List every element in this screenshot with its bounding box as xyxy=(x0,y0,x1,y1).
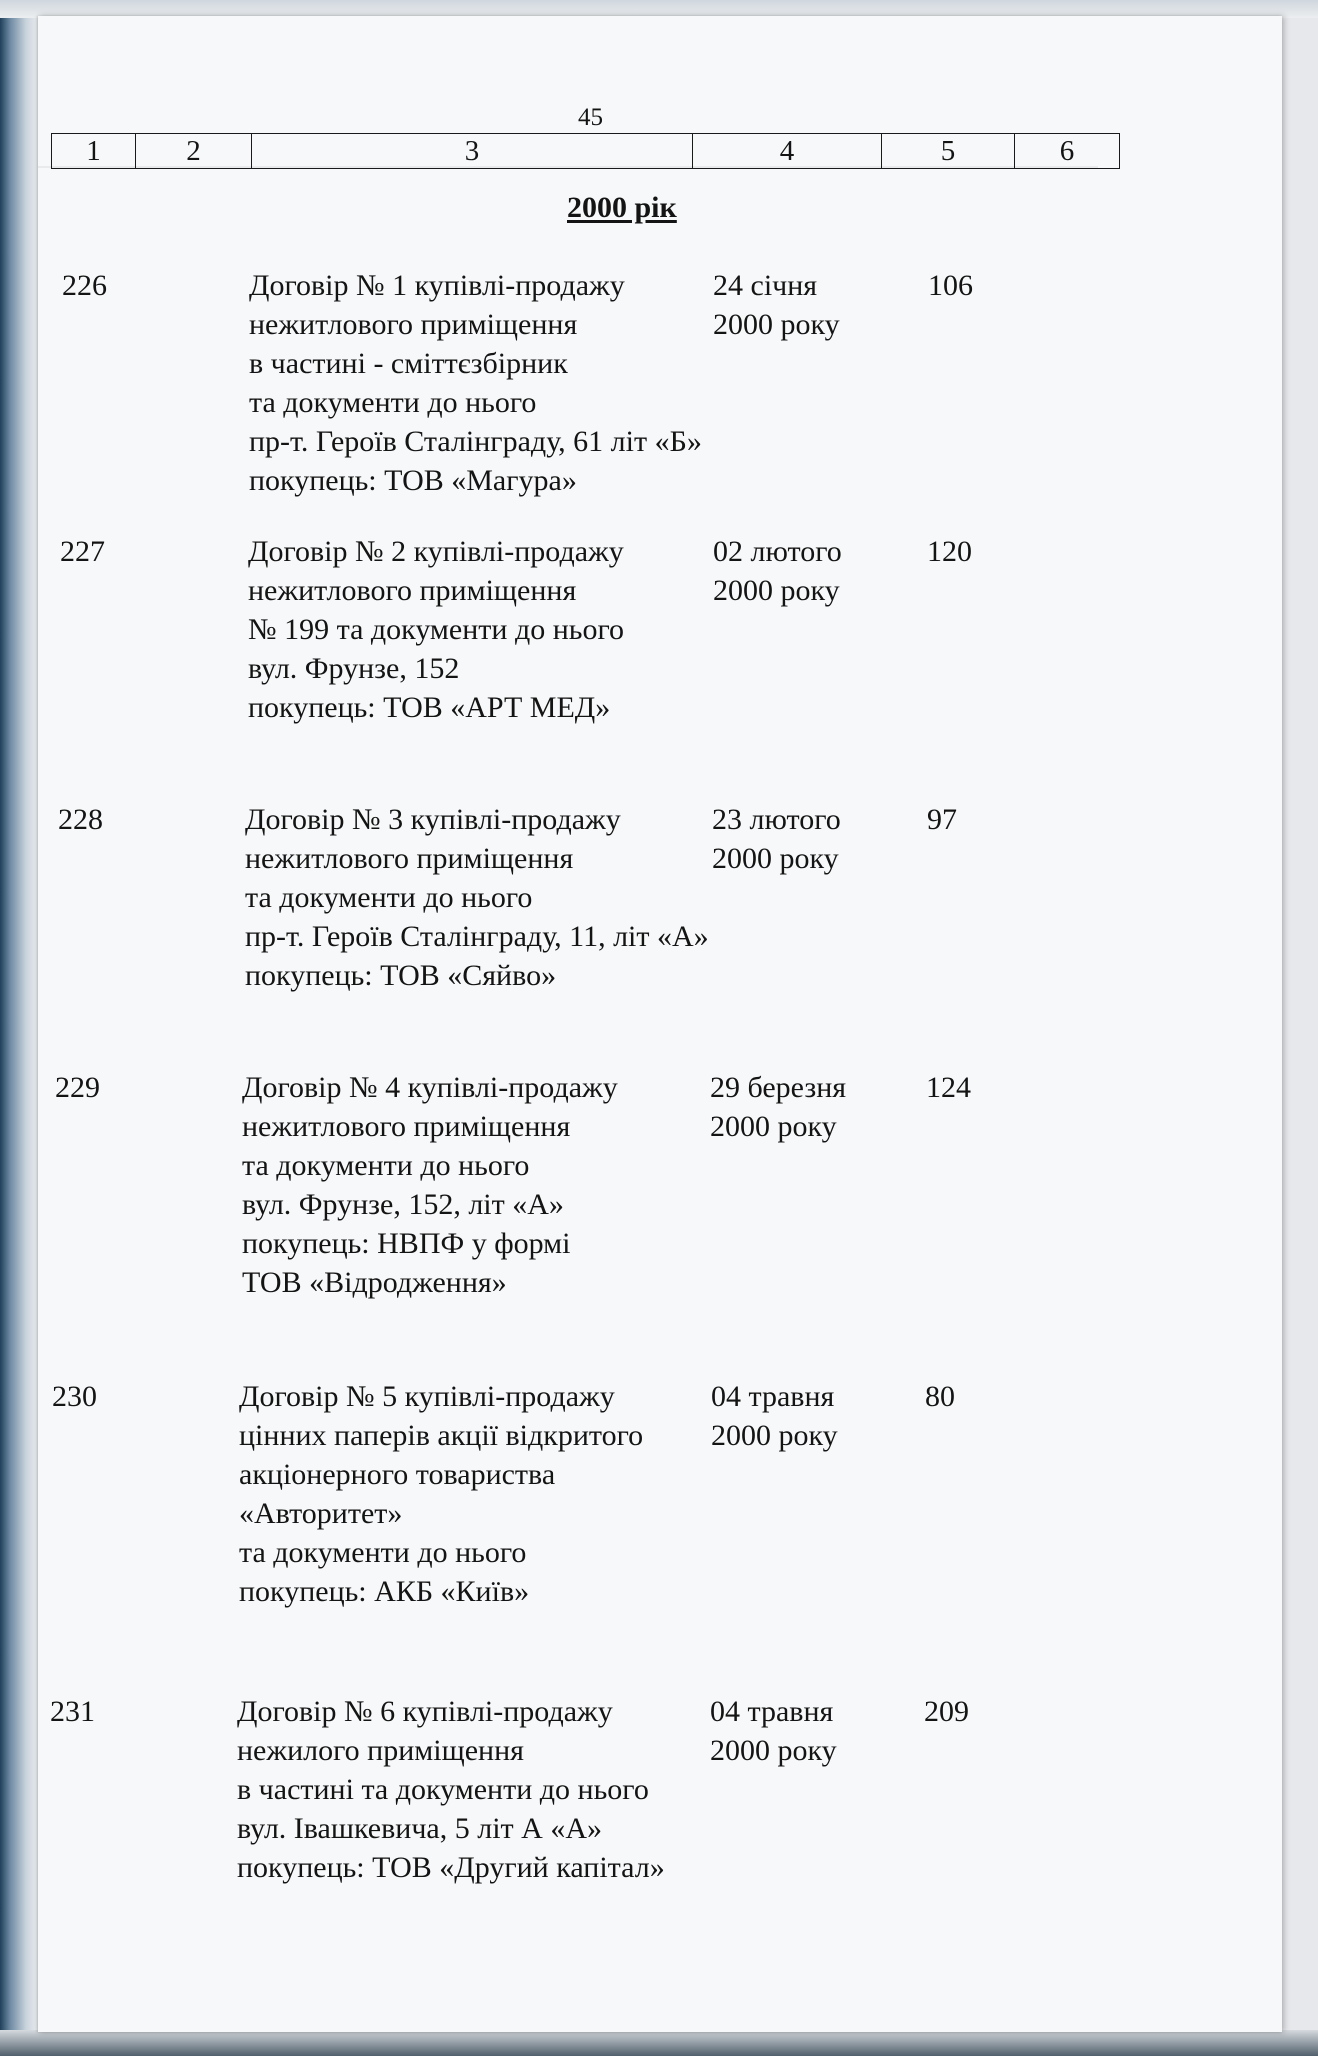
book-spine-edge xyxy=(0,0,40,2056)
page-number: 45 xyxy=(578,104,603,131)
date-line: 2000 року xyxy=(710,1734,837,1767)
date-line: 2000 року xyxy=(713,308,840,341)
entry-description xyxy=(245,800,765,995)
description-line: покупець: НВПФ у формі xyxy=(242,1227,571,1260)
description-line: та документи до нього xyxy=(242,1149,530,1182)
description-line: Договір № 4 купівлі-продажу xyxy=(242,1071,618,1104)
entry-number: 229 xyxy=(55,1071,100,1104)
description-line: пр-т. Героїв Сталінграду, 11, літ «А» xyxy=(245,920,709,953)
description-line: вул. Фрунзе, 152, літ «А» xyxy=(242,1188,564,1221)
column-header-row xyxy=(52,134,1120,169)
entry-number: 230 xyxy=(52,1380,97,1413)
entry-description xyxy=(249,266,769,500)
date-line: 29 березня xyxy=(710,1071,847,1104)
description-line: покупець: АКБ «Київ» xyxy=(239,1575,530,1608)
entry-date xyxy=(713,266,840,344)
date-line: 04 травня xyxy=(711,1380,835,1413)
entry-page-count: 106 xyxy=(928,269,973,302)
entry-description xyxy=(237,1692,757,1887)
entry-page-count: 120 xyxy=(927,535,972,568)
description-line: Договір № 1 купівлі-продажу xyxy=(249,269,625,302)
description-line: № 199 та документи до нього xyxy=(248,613,625,646)
date-line: 2000 року xyxy=(710,1110,837,1143)
column-header-3: 3 xyxy=(252,134,693,169)
entry-page-count: 80 xyxy=(925,1380,955,1413)
description-line: покупець: ТОВ «Другий капітал» xyxy=(237,1851,665,1884)
date-line: 2000 року xyxy=(712,842,839,875)
description-line: вул. Івашкевича, 5 літ А «А» xyxy=(237,1812,602,1845)
description-line: акціонерного товариства xyxy=(239,1458,556,1491)
entry-number: 228 xyxy=(58,803,103,836)
column-header-2: 2 xyxy=(136,134,252,169)
column-header-table xyxy=(51,133,1120,169)
date-line: 2000 року xyxy=(713,574,840,607)
description-line: та документи до нього xyxy=(249,386,537,419)
description-line: Договір № 3 купівлі-продажу xyxy=(245,803,621,836)
date-line: 24 січня xyxy=(713,269,818,302)
description-line: покупець: ТОВ «Магура» xyxy=(249,464,577,497)
column-header-1: 1 xyxy=(52,134,136,169)
description-line: ТОВ «Відродження» xyxy=(242,1266,507,1299)
description-line: та документи до нього xyxy=(245,881,533,914)
entry-page-count: 124 xyxy=(926,1071,971,1104)
description-line: вул. Фрунзе, 152 xyxy=(248,652,460,685)
description-line: покупець: ТОВ «Сяйво» xyxy=(245,959,557,992)
entry-page-count: 97 xyxy=(927,803,957,836)
date-line: 2000 року xyxy=(711,1419,838,1452)
entry-number: 226 xyxy=(62,269,107,302)
description-line: нежитлового приміщення xyxy=(248,574,577,607)
description-line: Договір № 2 купівлі-продажу xyxy=(248,535,624,568)
year-heading: 2000 рік xyxy=(567,191,677,224)
date-line: 02 лютого xyxy=(713,535,842,568)
description-line: покупець: ТОВ «АРТ МЕД» xyxy=(248,691,611,724)
description-line: нежитлового приміщення xyxy=(245,842,574,875)
entry-description xyxy=(248,532,768,727)
description-line: нежилого приміщення xyxy=(237,1734,524,1767)
description-line: нежитлового приміщення xyxy=(249,308,578,341)
description-line: Договір № 6 купівлі-продажу xyxy=(237,1695,613,1728)
description-line: «Авторитет» xyxy=(239,1497,403,1530)
entry-date xyxy=(710,1692,837,1770)
column-header-6: 6 xyxy=(1015,134,1120,169)
entry-description xyxy=(242,1068,762,1302)
entry-date xyxy=(712,800,841,878)
description-line: пр-т. Героїв Сталінграду, 61 літ «Б» xyxy=(249,425,702,458)
description-line: в частині - сміттєзбірник xyxy=(249,347,568,380)
entry-date xyxy=(710,1068,846,1146)
date-line: 04 травня xyxy=(710,1695,834,1728)
entry-number: 227 xyxy=(60,535,105,568)
entry-page-count: 209 xyxy=(924,1695,969,1728)
scan-bottom-edge xyxy=(0,2030,1318,2056)
description-line: нежитлового приміщення xyxy=(242,1110,571,1143)
description-line: Договір № 5 купівлі-продажу xyxy=(239,1380,615,1413)
date-line: 23 лютого xyxy=(712,803,841,836)
entry-number: 231 xyxy=(50,1695,95,1728)
entry-description xyxy=(239,1377,759,1611)
entry-date xyxy=(713,532,842,610)
column-header-4: 4 xyxy=(693,134,882,169)
column-header-5: 5 xyxy=(882,134,1015,169)
description-line: та документи до нього xyxy=(239,1536,527,1569)
description-line: в частині та документи до нього xyxy=(237,1773,649,1806)
entry-date xyxy=(711,1377,838,1455)
description-line: цінних паперів акції відкритого xyxy=(239,1419,644,1452)
